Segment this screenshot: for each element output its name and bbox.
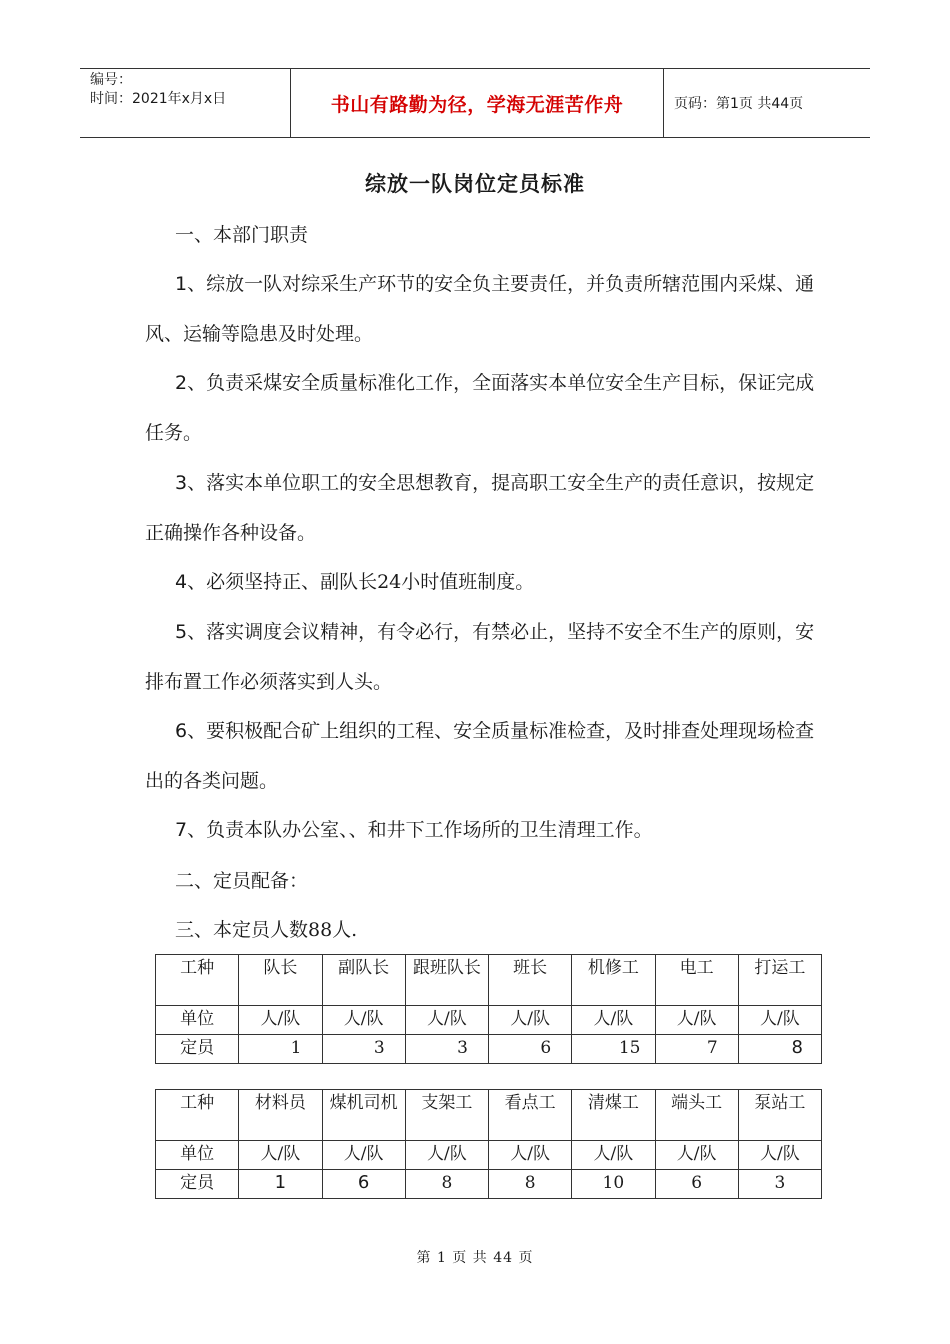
row-label: 工种 (156, 955, 239, 1006)
duty-item-2: 2、负责采煤安全质量标准化工作，全面落实本单位安全生产目标，保证完成任务。 (145, 372, 815, 444)
table-row (156, 1006, 822, 1035)
unit-cell: 人/队 (322, 1141, 405, 1170)
unit-cell: 人/队 (239, 1006, 322, 1035)
page-footer: 第 1 页 共 44 页 (416, 1250, 534, 1266)
unit-cell: 人/队 (239, 1141, 322, 1170)
job-cell: 支架工 (405, 1090, 488, 1141)
job-cell: 泵站工 (738, 1090, 821, 1141)
job-cell: 看点工 (489, 1090, 572, 1141)
page-header (80, 68, 870, 138)
job-cell: 端头工 (655, 1090, 738, 1141)
count-cell: 3 (322, 1035, 405, 1064)
table-row (156, 1090, 822, 1141)
count-cell: 10 (572, 1170, 655, 1199)
row-label: 单位 (156, 1141, 239, 1170)
duty-item-4: 4、必须坚持正、副队长24小时值班制度。 (175, 571, 535, 593)
unit-cell: 人/队 (322, 1006, 405, 1035)
count-cell: 7 (655, 1035, 738, 1064)
unit-cell: 人/队 (738, 1141, 821, 1170)
unit-cell: 人/队 (405, 1141, 488, 1170)
duty-item-6: 6、要积极配合矿上组织的工程、安全质量标准检查，及时排查处理现场检查出的各类问题。 (145, 720, 815, 792)
table-row (156, 1141, 822, 1170)
duty-item-7: 7、负责本队办公室、、和井下工作场所的卫生清理工作。 (175, 819, 653, 841)
row-label: 工种 (156, 1090, 239, 1141)
table-row (156, 1170, 822, 1199)
unit-cell: 人/队 (572, 1141, 655, 1170)
count-cell: 3 (405, 1035, 488, 1064)
staffing-table-2 (155, 1089, 822, 1199)
unit-cell: 人/队 (738, 1006, 821, 1035)
count-cell: 6 (322, 1170, 405, 1199)
staffing-table-1 (155, 954, 822, 1064)
row-label: 单位 (156, 1006, 239, 1035)
count-cell: 1 (239, 1170, 322, 1199)
table-row (156, 1035, 822, 1064)
section-heading-duties: 一、本部门职责 (175, 224, 309, 246)
job-cell: 班长 (489, 955, 572, 1006)
job-cell: 电工 (655, 955, 738, 1006)
unit-cell: 人/队 (405, 1006, 488, 1035)
table-row (156, 955, 822, 1006)
row-label: 定员 (156, 1035, 239, 1064)
document-title: 综放一队岗位定员标准 (365, 172, 585, 196)
count-cell: 6 (489, 1035, 572, 1064)
header-slogan: 书山有路勤为径，学海无涯苦作舟 (330, 93, 624, 116)
count-cell: 1 (239, 1035, 322, 1064)
row-label: 定员 (156, 1170, 239, 1199)
duty-item-5: 5、落实调度会议精神，有令必行，有禁必止，坚持不安全不生产的原则，安排布置工作必须落实到人头。 (145, 621, 815, 693)
count-cell: 6 (655, 1170, 738, 1199)
count-cell: 15 (572, 1035, 655, 1064)
header-page-info: 页码：第1页 共44页 (674, 96, 804, 112)
job-cell: 材料员 (239, 1090, 322, 1141)
unit-cell: 人/队 (572, 1006, 655, 1035)
job-cell: 煤机司机 (322, 1090, 405, 1141)
unit-cell: 人/队 (655, 1006, 738, 1035)
header-slogan-cell (290, 69, 664, 137)
time-label: 时间：2021年x月x日 (90, 91, 227, 107)
section-heading-total: 三、本定员人数88人. (175, 919, 358, 941)
unit-cell: 人/队 (655, 1141, 738, 1170)
header-meta (80, 69, 290, 137)
duty-item-3: 3、落实本单位职工的安全思想教育，提高职工安全生产的责任意识，按规定正确操作各种设备。 (145, 472, 815, 544)
job-cell: 队长 (239, 955, 322, 1006)
count-cell: 8 (738, 1035, 821, 1064)
count-cell: 8 (489, 1170, 572, 1199)
duty-item-1: 1、综放一队对综采生产环节的安全负主要责任，并负责所辖范围内采煤、通风、运输等隐患及时处理。 (145, 273, 815, 345)
job-cell: 清煤工 (572, 1090, 655, 1141)
unit-cell: 人/队 (489, 1141, 572, 1170)
number-label: 编号： (90, 72, 132, 88)
unit-cell: 人/队 (489, 1006, 572, 1035)
job-cell: 跟班队长 (405, 955, 488, 1006)
count-cell: 3 (738, 1170, 821, 1199)
job-cell: 副队长 (322, 955, 405, 1006)
count-cell: 8 (405, 1170, 488, 1199)
job-cell: 打运工 (738, 955, 821, 1006)
job-cell: 机修工 (572, 955, 655, 1006)
section-heading-staffing: 二、定员配备： (175, 870, 309, 892)
